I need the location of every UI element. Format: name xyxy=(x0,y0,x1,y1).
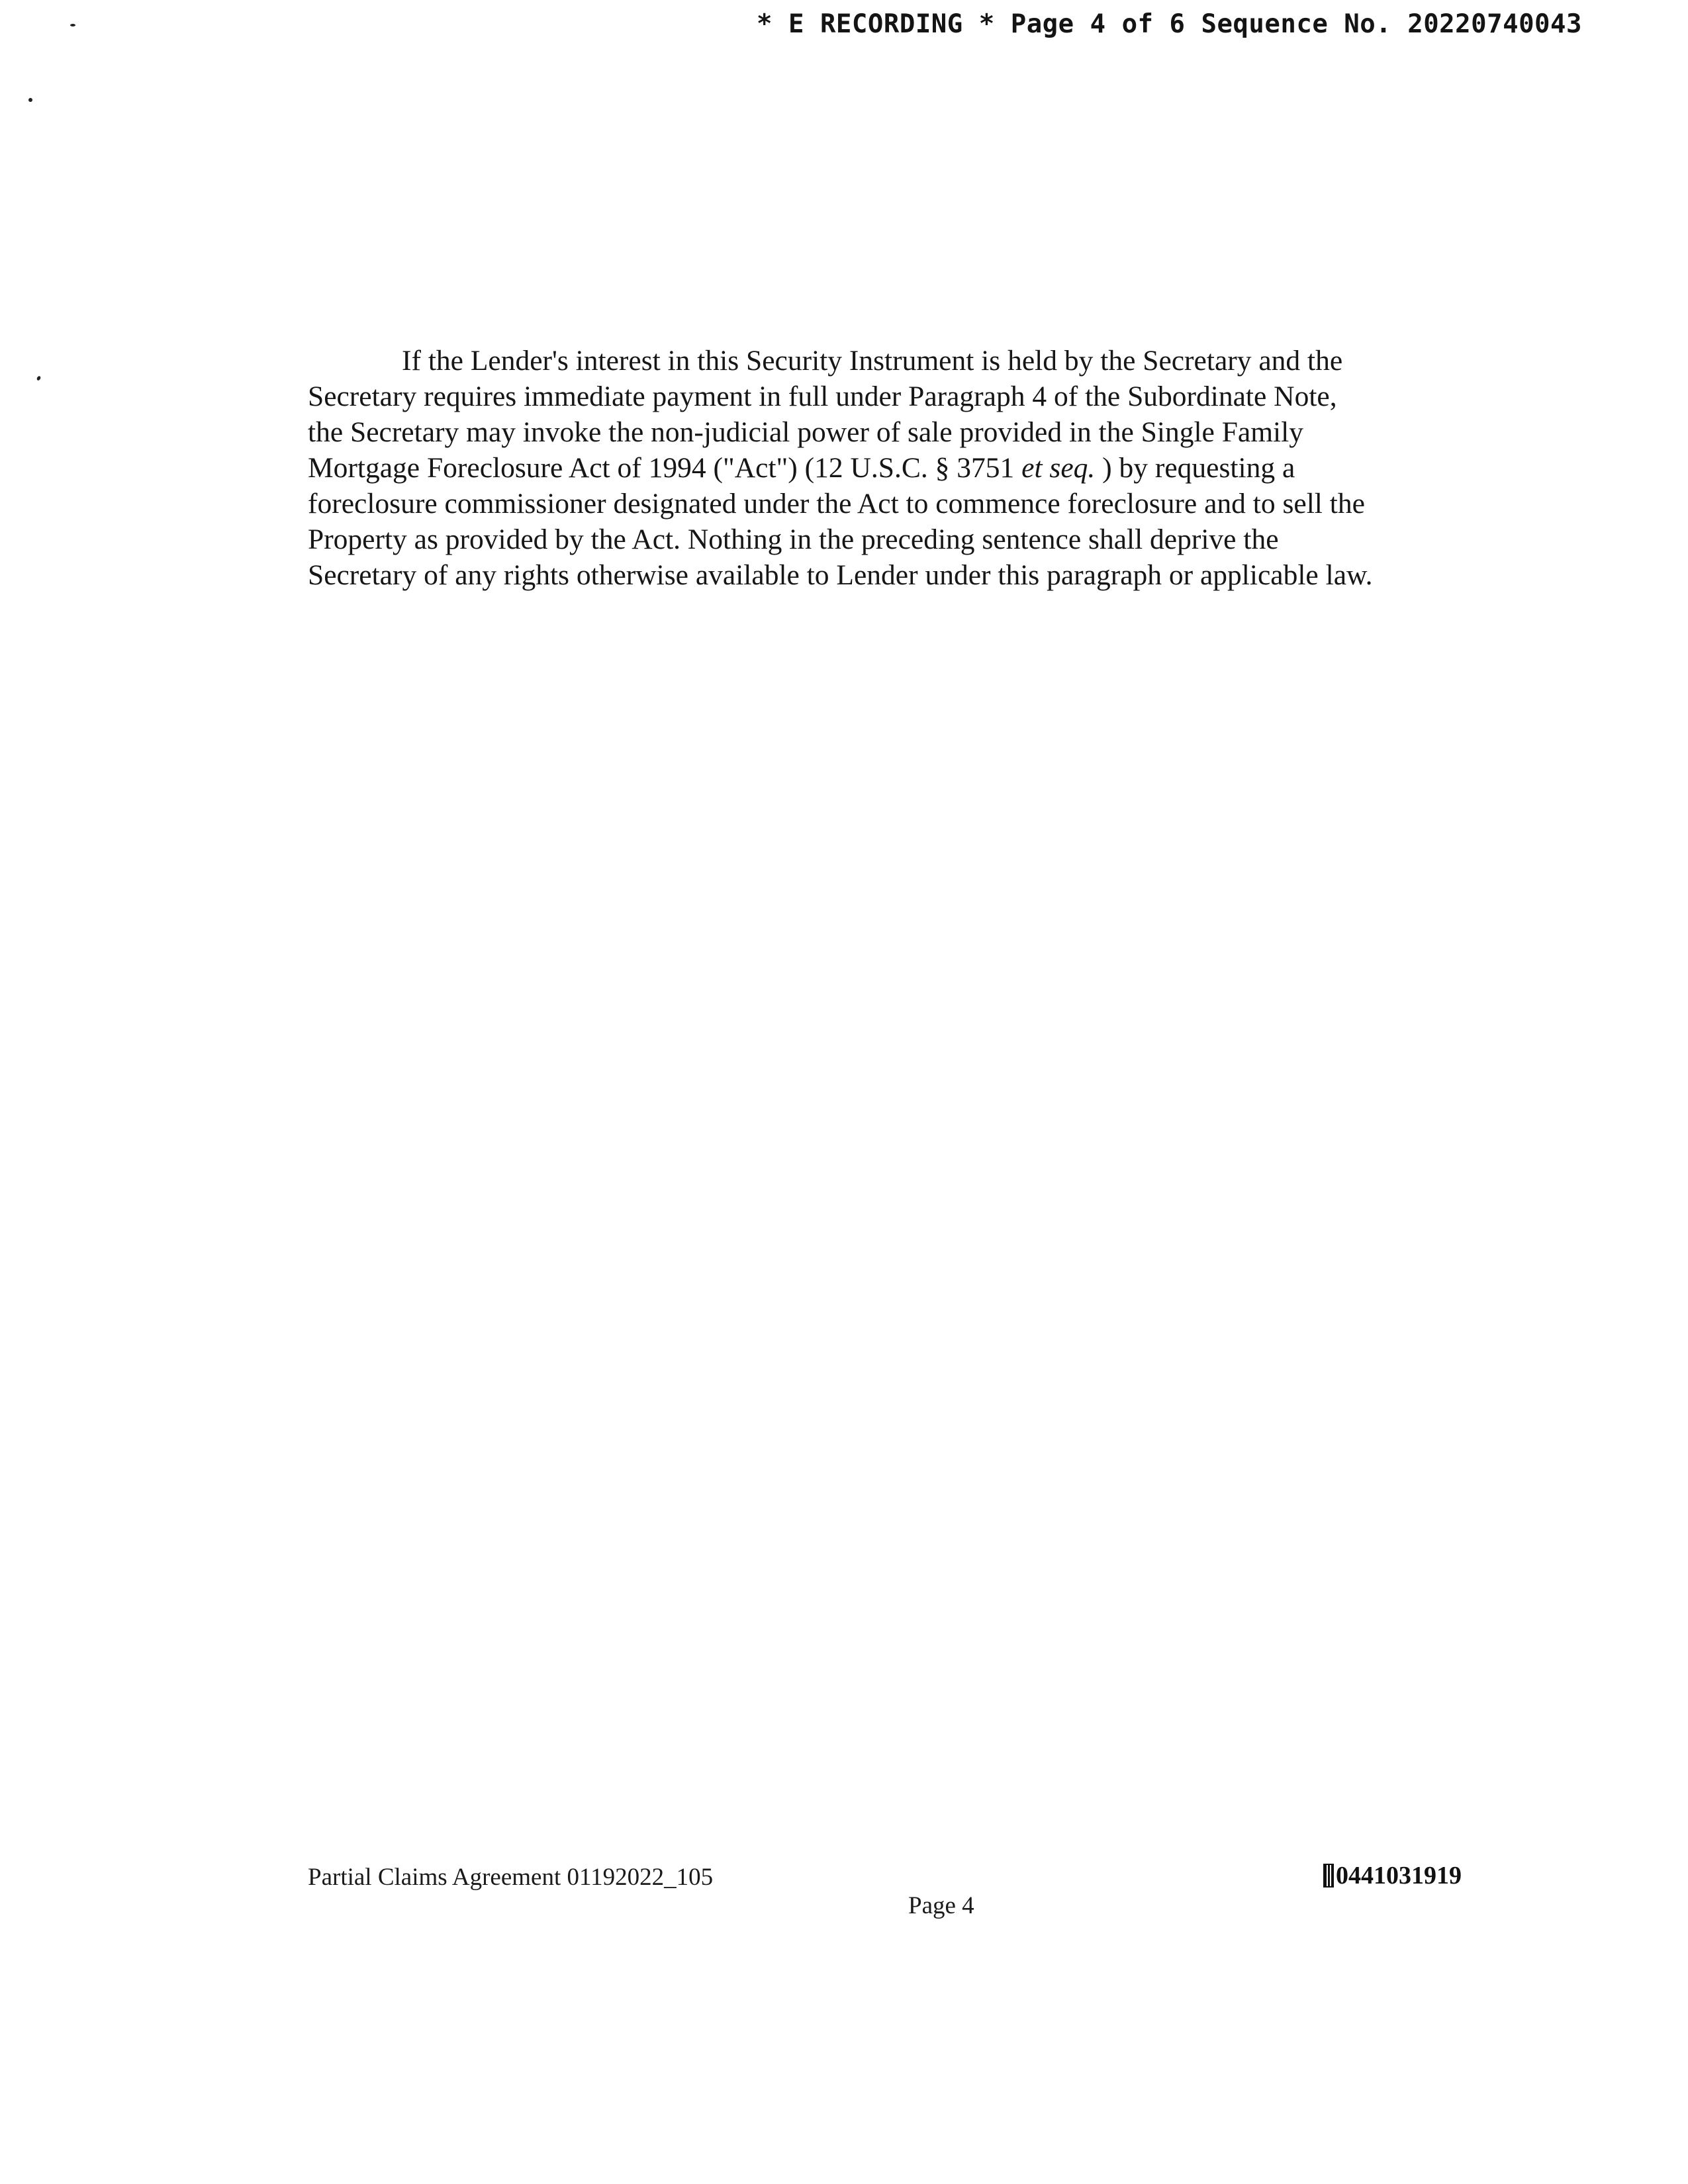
paragraph-line: Secretary of any rights otherwise available to Lender under this paragraph or applicable law. xyxy=(308,559,1373,591)
paragraph-text: Mortgage Foreclosure Act of 1994 ("Act") (12 U.S.C. § 3751 xyxy=(308,452,1022,484)
scan-speck xyxy=(36,375,42,381)
footer-page-number: Page 4 xyxy=(908,1892,974,1919)
italic-citation: et seq. xyxy=(1021,452,1096,484)
scan-speck xyxy=(28,98,32,102)
paragraph-line: Property as provided by the Act. Nothing in the preceding sentence shall deprive the xyxy=(308,523,1279,555)
loan-number-text: 0441031919 xyxy=(1336,1862,1462,1889)
paragraph-line: the Secretary may invoke the non-judicial power of sale provided in the Single Family xyxy=(308,416,1303,448)
footer-loan-number xyxy=(1323,1861,1462,1890)
paragraph-line: foreclosure commissioner designated under the Act to commence foreclosure and to sell the xyxy=(308,488,1365,520)
barcode-icon xyxy=(1323,1864,1334,1888)
paragraph-line: Secretary requires immediate payment in full under Paragraph 4 of the Subordinate Note, xyxy=(308,381,1337,412)
footer-document-label: Partial Claims Agreement 01192022_105 xyxy=(308,1864,714,1891)
scan-speck xyxy=(70,24,75,26)
paragraph-line xyxy=(308,450,1470,486)
body-paragraph xyxy=(308,343,1470,593)
paragraph-line: If the Lender's interest in this Security Instrument is held by the Secretary and the xyxy=(402,345,1343,377)
paragraph-text: ) by requesting a xyxy=(1095,452,1295,484)
recording-header: * E RECORDING * Page 4 of 6 Sequence No. 20220740043 xyxy=(757,9,1582,39)
